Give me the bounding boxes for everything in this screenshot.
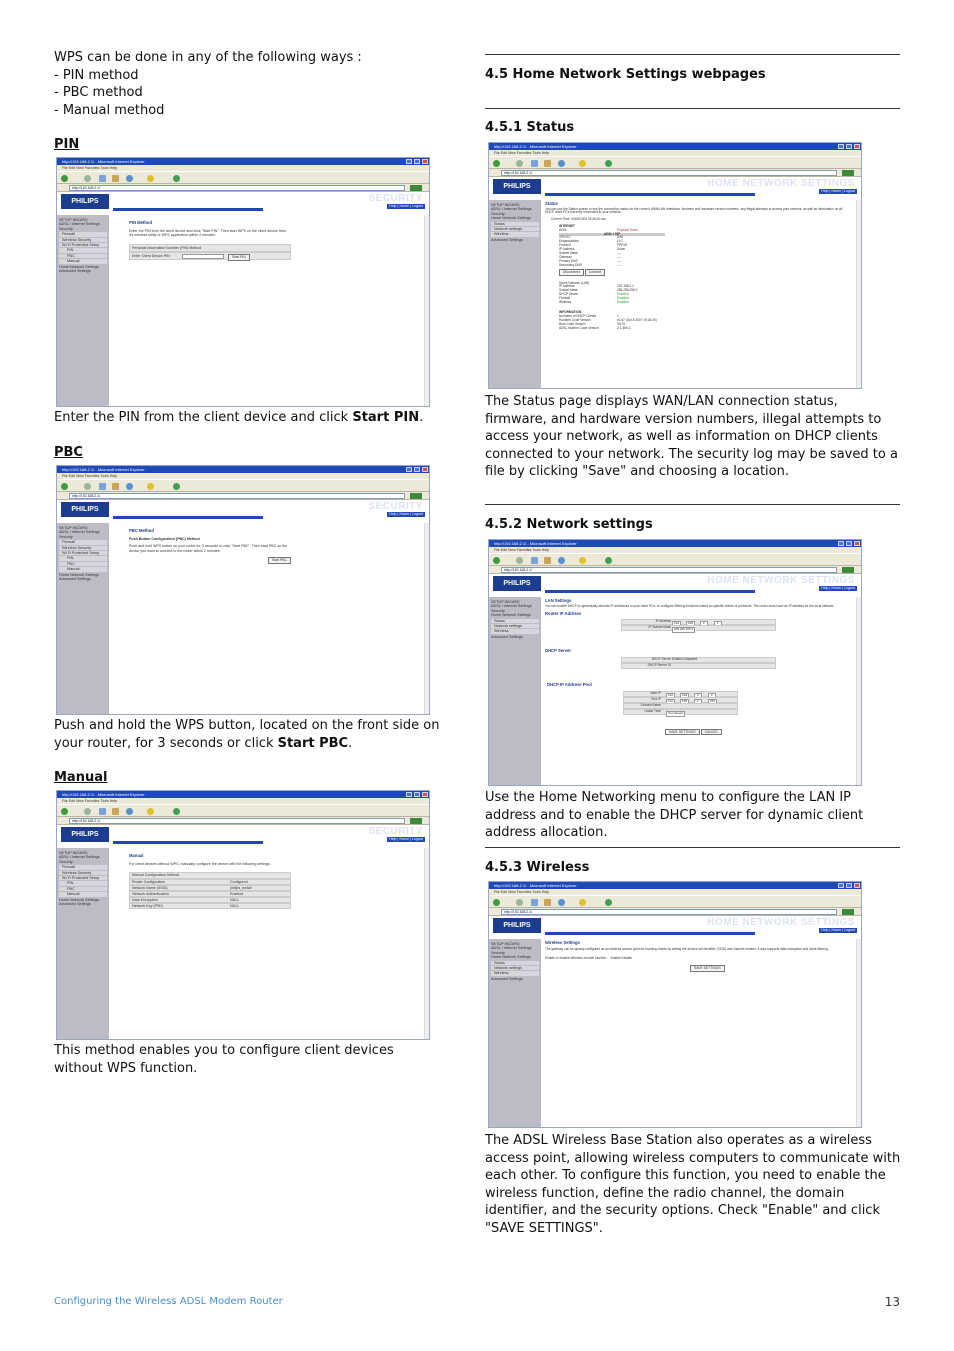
page-number: 13 [884,1295,900,1309]
scrollbar[interactable] [856,939,861,1127]
ie-menu-bar: File Edit View Favorites Tools Help [489,889,861,895]
ie-address-bar [489,566,861,574]
ie-address-bar [57,817,429,825]
search-icon[interactable] [126,483,133,490]
save-settings-button[interactable]: SAVE SETTINGS [665,729,700,736]
start-ip-input[interactable]: 2 [694,693,702,699]
page-watermark: SECURITY [368,501,423,512]
ie-title-bar: http://192.168.2.1/ - Microsoft Internet Explorer [57,791,429,798]
address-field[interactable]: http://192.168.2.1/ [69,818,405,824]
page-watermark: SECURITY [368,826,423,837]
wireless-enable-radio[interactable]: Enable Disable [610,955,633,960]
help-links[interactable]: Help | Home | Logout [389,837,423,841]
go-button[interactable] [842,170,854,176]
divider [485,54,900,55]
router-sidebar: SETUP WIZARD ADSL / Internet Settings Security Home Network Settings Status Network settings Wireless Advanced Settings [489,200,541,388]
refresh-icon[interactable] [531,557,538,564]
status-text: The Status page displays WAN/LAN connection status, firmware, and hardware version numbers, illegal attempts to access your network, as well as information on DHCP clients connected to your network. The security log may be saved to a file by clicking "Save" and choosing a location. [485,394,898,480]
table-row: Network Key (PSK) NULL [129,903,291,909]
end-ip-input[interactable]: 254 [710,698,716,703]
home-icon[interactable] [112,175,119,182]
ie-toolbar [489,895,861,908]
scrollbar[interactable] [424,523,429,714]
refresh-icon[interactable] [99,483,106,490]
address-field[interactable]: http://192.168.2.1/ [501,567,837,573]
go-button[interactable] [842,567,854,573]
ie-menu-bar: File Edit View Favorites Tools Help [57,473,429,479]
home-icon[interactable] [112,483,119,490]
address-field[interactable]: http://192.168.2.1/ [69,493,405,499]
philips-banner [57,192,429,214]
lease-time-select[interactable]: Two Weeks [668,710,684,715]
table-row: Network Name (SSID) philips_install [129,885,291,891]
search-icon[interactable] [126,175,133,182]
network-text: Use the Home Networking menu to configure the LAN IP address and to enable the DHCP server for dynamic client address allocation. [485,790,864,841]
divider [485,504,900,505]
ie-title-bar: http://192.168.2.1/ - Microsoft Internet Explorer [57,466,429,473]
search-icon[interactable] [558,160,565,167]
home-icon[interactable] [544,160,551,167]
go-button[interactable] [410,818,422,824]
scrollbar[interactable] [424,848,429,1039]
philips-logo: PHILIPS [61,502,109,517]
media-icon[interactable] [173,808,180,815]
dhcp-radio[interactable]: Enabled Disabled [672,657,697,662]
address-field[interactable]: http://192.168.2.1/ [501,170,837,176]
refresh-icon[interactable] [531,160,538,167]
footer-chapter: Configuring the Wireless ADSL Modem Router [54,1296,283,1307]
back-icon[interactable] [493,160,500,167]
ie-toolbar [57,479,429,492]
ie-address-bar [489,908,861,916]
ip-address-input[interactable]: 2 [700,621,708,627]
pbc-heading: PBC [54,445,83,460]
network-heading: 4.5.2 Network settings [485,517,653,532]
ie-title-bar: http://192.168.2.1/ - Microsoft Internet Explorer [489,540,861,547]
router-sidebar: SETUP WIZARD ADSL / Internet Settings Security Home Network Settings Status Network settings Wireless Advanced Settings [489,597,541,785]
pin-screenshot [56,157,430,407]
forward-icon[interactable] [516,899,523,906]
refresh-icon[interactable] [99,175,106,182]
table-row: Router Configuration Configured [129,879,291,885]
media-icon[interactable] [173,175,180,182]
home-icon[interactable] [544,899,551,906]
end-ip-input[interactable]: 2 [694,699,702,705]
home-icon[interactable] [112,808,119,815]
philips-logo: PHILIPS [493,576,541,591]
disconnect-button[interactable]: Disconnect [559,269,584,276]
end-ip-input[interactable]: 192 [668,698,674,703]
ie-title-bar: http://192.168.2.1/ - Microsoft Internet Explorer [57,158,429,165]
ie-toolbar [57,804,429,817]
forward-icon[interactable] [84,808,91,815]
wireless-screenshot [488,881,862,1128]
wireless-text: The ADSL Wireless Base Station also operates as a wireless access point, allowing wireless computers to communicate with each other. To configure this function, you need to enable the wireless function, define the radio channel, the domain identifier, and the security options. Check "Enable" and click "SAVE SETTINGS". [485,1133,901,1236]
help-links[interactable]: Help | Home | Logout [389,512,423,516]
ie-toolbar [489,156,861,169]
pbc-content: PBC Method Push Button Configuration (PBC) Method Push and hold WPS button on your router for 3 seconds or click "Start PBC". Then start PBC on the device you want to connect to the router within 2 minutes. Start PBC [129,529,291,564]
manual-caption: This method enables you to configure client devices without WPS function. [54,1043,394,1076]
philips-banner [489,916,861,938]
network-screenshot [488,539,862,786]
page-watermark: HOME NETWORK SETTINGS [707,178,855,189]
go-button[interactable] [410,185,422,191]
start-ip-input[interactable]: 168 [682,692,688,697]
page-watermark: HOME NETWORK SETTINGS [707,917,855,928]
page-watermark: SECURITY [368,193,423,204]
forward-icon[interactable] [84,175,91,182]
pin-heading: PIN [54,137,80,152]
manual-heading: Manual [54,770,108,785]
address-field[interactable]: http://192.168.2.1/ [69,185,405,191]
ie-menu-bar: File Edit View Favorites Tools Help [57,798,429,804]
ie-menu-bar: File Edit View Favorites Tools Help [57,165,429,171]
media-icon[interactable] [173,483,180,490]
help-links[interactable]: Help | Home | Logout [821,928,855,932]
philips-logo: PHILIPS [61,827,109,842]
philips-logo: PHILIPS [61,194,109,209]
scrollbar[interactable] [856,200,861,388]
help-links[interactable]: Help | Home | Logout [821,586,855,590]
favorites-icon[interactable] [147,175,154,182]
ie-address-bar [57,184,429,192]
save-settings-button[interactable]: SAVE SETTINGS [690,965,725,972]
pin-content: PIN Method Enter the PIN from the client device and click "Start PIN". Then start WPS on the client device from it's wireless utility or WPS application within 2 minutes. Personal Information Number (PIN) Method Enter Client Device PIN Start PIN [129,221,291,260]
search-icon[interactable] [558,899,565,906]
subnet-mask-input[interactable]: 255.255.255.0 [674,627,694,632]
ip-address-input[interactable]: 1 [714,621,722,627]
ie-address-bar [57,492,429,500]
pbc-screenshot [56,465,430,715]
back-icon[interactable] [61,175,68,182]
search-icon[interactable] [558,557,565,564]
ie-address-bar [489,169,861,177]
manual-content: Manual For client devices without WPS, manually configure the device with the following settings. Manual Configuration Method Router Configuration Configured Network Name (SSID) philips_install Network Authentication Enabled Data Encryption NULL Network Key (PSK) NULL [129,854,291,909]
intro-line: WPS can be done in any of the following ways : [54,50,362,65]
back-icon[interactable] [493,899,500,906]
status-screenshot [488,142,862,389]
refresh-icon[interactable] [99,808,106,815]
scrollbar[interactable] [856,597,861,785]
intro-line: - PIN method [54,67,139,83]
ie-menu-bar: File Edit View Favorites Tools Help [489,150,861,156]
go-button[interactable] [410,493,422,499]
forward-icon[interactable] [516,160,523,167]
intro-text [54,49,444,119]
pin-caption: Enter the PIN from the client device and click Start PIN. [54,410,424,425]
divider [485,847,900,848]
page-watermark: HOME NETWORK SETTINGS [707,575,855,586]
connect-button[interactable]: Connect [585,269,606,276]
divider [485,108,900,109]
favorites-icon[interactable] [579,899,586,906]
router-sidebar: SETUP WIZARD ADSL / Internet Settings Security Home Network Settings Status Network settings Wireless Advanced Settings [489,939,541,1127]
client-pin-input[interactable] [182,254,224,259]
forward-icon[interactable] [516,557,523,564]
ie-toolbar [57,171,429,184]
router-sidebar: SETUP WIZARD ADSL / Internet Settings Security Firewall Wireless Security Wi-Fi Protected Setup PIN PBC Manual Home Network Settings Advanced Settings [57,523,109,714]
philips-logo: PHILIPS [493,179,541,194]
intro-line: - PBC method [54,85,143,101]
refresh-icon[interactable] [531,899,538,906]
favorites-icon[interactable] [147,483,154,490]
pbc-caption: Push and hold the WPS button, located on the front side on your router, for 3 seconds or click Start PBC. [54,718,440,751]
start-ip-input[interactable]: 2 [708,693,716,699]
ie-title-bar: http://192.168.2.1/ - Microsoft Internet Explorer [489,882,861,889]
start-pin-button[interactable]: Start PIN [228,254,250,261]
network-content: LAN Settings You can enable DHCP to dynamically allocate IP addresses to your client PCs, or configure filtering functions based on specific clients or protocols. The router must have an IP address for the local network. Router IP Address IP Address 192 168 2 1 IP Subnet Mask 255.255.255.0 DHCP Server DHCP Server Enabled Disabled DHCP Server ID DHCP IP Address Pool Start IP 192 168 2 2 End IP 192 168 2 254 Domain Name Lease Time Two Weeks SAVE SETTINGS CANCEL [545,598,835,734]
section-heading: 4.5 Home Network Settings webpages [485,67,766,82]
scrollbar[interactable] [424,215,429,406]
cancel-button[interactable]: CANCEL [701,729,723,736]
favorites-icon[interactable] [579,557,586,564]
router-sidebar: SETUP WIZARD ADSL / Internet Settings Security Firewall Wireless Security Wi-Fi Protected Setup PIN PBC Manual Home Network Settings Advanced Settings [57,215,109,406]
back-icon[interactable] [61,808,68,815]
wireless-content: Wireless Settings The gateway can be quickly configured as an wireless access point for roaming clients by setting the service set identifier (SSID) and channel number. It also supports data encryption and client filtering. Enable or disable Wireless module function : Enable Disable SAVE SETTINGS [545,940,829,971]
back-icon[interactable] [61,483,68,490]
ie-title-bar: http://192.168.2.1/ - Microsoft Internet Explorer [489,143,861,150]
ip-address-input[interactable]: 192 [674,621,680,626]
media-icon[interactable] [605,899,612,906]
wireless-heading: 4.5.3 Wireless [485,860,590,875]
table-row: Network Authentication Enabled [129,891,291,897]
philips-logo: PHILIPS [493,918,541,933]
philips-banner [57,500,429,522]
go-button[interactable] [842,909,854,915]
router-sidebar: SETUP WIZARD ADSL / Internet Settings Security Firewall Wireless Security Wi-Fi Protected Setup PIN PBC Manual Home Network Settings Advanced Settings [57,848,109,1039]
start-ip-input[interactable]: 192 [668,692,674,697]
table-row: Data Encryption NULL [129,897,291,903]
favorites-icon[interactable] [147,808,154,815]
status-content: Status You can use the Status screen to see the connection status for the router's WAN/LAN interfaces, firmware and hardware version numbers, any illegal attempts to access your network, as well as information on all DHCP client PCs currently connected to your network. Current Time: 00/00/2003 00:26:00 am INTERNET ADSL Physical Down ADSL / ISP VPI/VCI 8/35 Encapsulation LLC Protocol PPPoE IP Address Down Subnet Mask ---- Gateway ---- Primary DNS ---- Secondary DNS ---- Disconnect Connect Home Network (LAN) IP Address 192.168.2.1 Subnet Mask 255.255.255.0 DHCP Server Enabled Firewall Enabled Wireless Enabled INFORMATION Numbers of DHCP Clients 1 Runtime Code Version v0.47 (Oct 8 2007 19:18:30) Boot Code Version V0.01 ADSL Modem Code Version 2.1.3b0.1 [545,201,843,331]
manual-screenshot [56,790,430,1040]
home-icon[interactable] [544,557,551,564]
end-ip-input[interactable]: 168 [682,698,688,703]
ie-menu-bar: File Edit View Favorites Tools Help [489,547,861,553]
back-icon[interactable] [493,557,500,564]
philips-banner [489,177,861,199]
start-pbc-button[interactable]: Start PBC [268,557,291,564]
philips-banner [489,574,861,596]
ip-address-input[interactable]: 168 [688,621,694,626]
help-links[interactable]: Help | Home | Logout [821,189,855,193]
media-icon[interactable] [605,557,612,564]
philips-banner [57,825,429,847]
intro-line: - Manual method [54,102,165,118]
help-links[interactable]: Help | Home | Logout [389,204,423,208]
forward-icon[interactable] [84,483,91,490]
ie-toolbar [489,553,861,566]
search-icon[interactable] [126,808,133,815]
status-heading: 4.5.1 Status [485,120,575,135]
favorites-icon[interactable] [579,160,586,167]
media-icon[interactable] [605,160,612,167]
address-field[interactable]: http://192.168.2.1/ [501,909,837,915]
